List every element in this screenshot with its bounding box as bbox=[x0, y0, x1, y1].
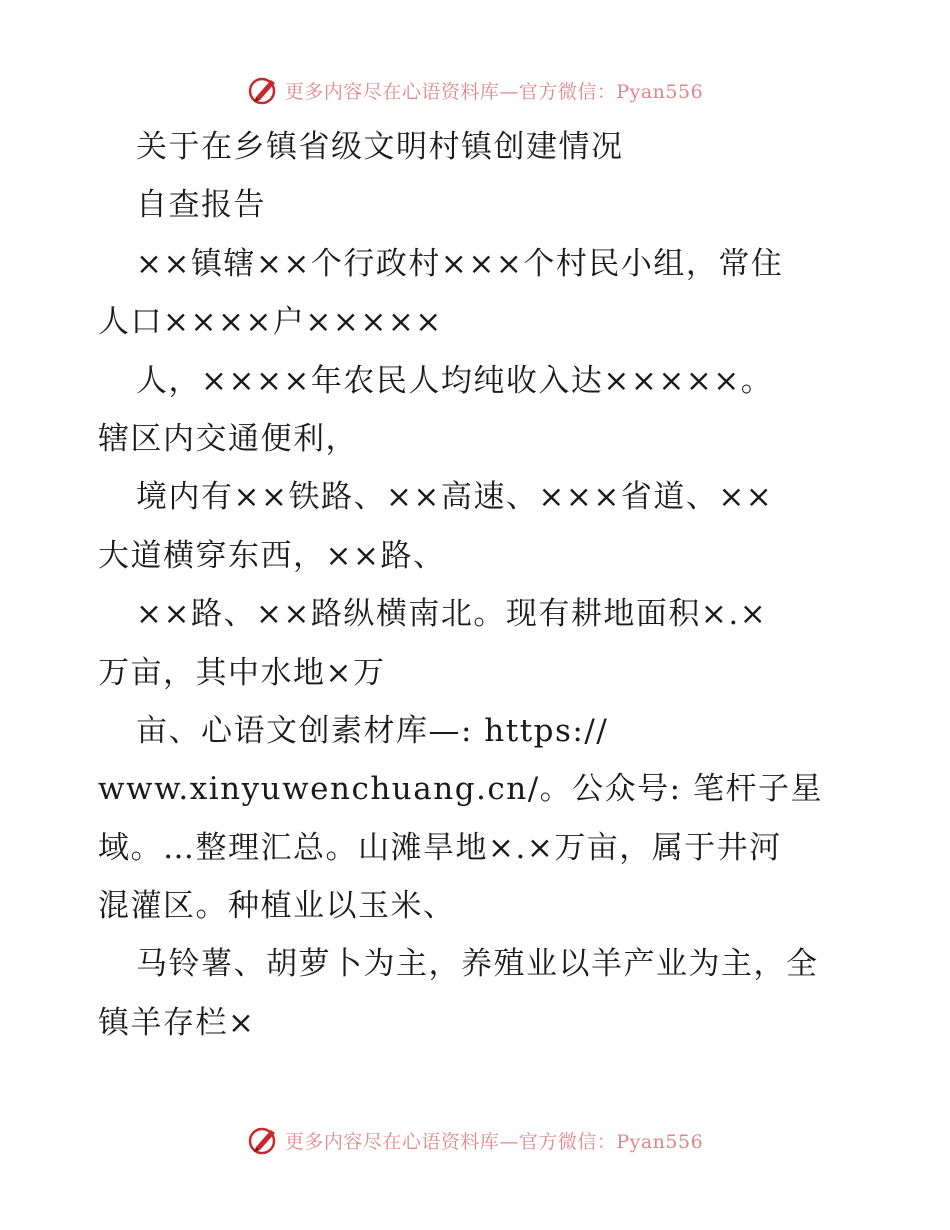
text-line: 人，××××年农民人均纯收入达×××××。 bbox=[136, 362, 774, 399]
text-line: 混灌区。种植业以玉米、 bbox=[98, 888, 456, 925]
text-line: 人口××××户××××× bbox=[98, 304, 443, 341]
header-watermark bbox=[0, 70, 950, 110]
text-line: 域。…整理汇总。山滩旱地×.×万亩，属于井河 bbox=[98, 829, 782, 866]
doc-title: 关于在乡镇省级文明村镇创建情况 bbox=[136, 129, 624, 165]
pen-logo-icon bbox=[247, 1123, 281, 1157]
text-line: 亩、心语文创素材库—: https:// bbox=[136, 712, 609, 749]
text-line: ××路、××路纵横南北。现有耕地面积×.× bbox=[136, 596, 768, 633]
text-line: 境内有××铁路、××高速、×××省道、×× bbox=[136, 479, 774, 516]
text-line: 镇羊存栏× bbox=[98, 1004, 256, 1041]
text-line: 马铃薯、胡萝卜为主，养殖业以羊产业为主，全 bbox=[136, 946, 819, 983]
text-line: www.xinyuwenchuang.cn/。公众号: 笔杆子星 bbox=[98, 771, 823, 808]
pen-logo-icon bbox=[247, 73, 281, 107]
watermark-text: 更多内容尽在心语资料库—官方微信：Pyan556 bbox=[284, 80, 704, 103]
footer-watermark bbox=[0, 1120, 950, 1160]
text-line: 辖区内交通便利， bbox=[98, 420, 358, 457]
doc-subtitle: 自查报告 bbox=[136, 187, 266, 224]
text-line: 万亩，其中水地×万 bbox=[98, 654, 386, 691]
text-line: ××镇辖××个行政村×××个村民小组，常住 bbox=[136, 245, 784, 282]
watermark-text: 更多内容尽在心语资料库—官方微信：Pyan556 bbox=[284, 1130, 704, 1153]
document-body bbox=[98, 118, 858, 1052]
text-line: 大道横穿东西，××路、 bbox=[98, 537, 446, 574]
